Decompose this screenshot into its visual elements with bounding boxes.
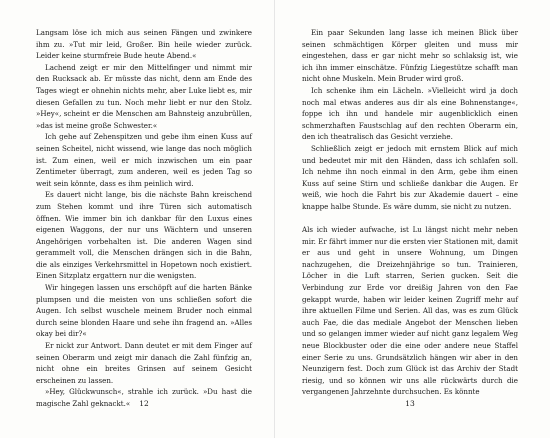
paragraph: Langsam löse ich mich aus seinen Fängen und zwinkere ihm zu. »Tut mir leid, Großer. Bin heile wieder zurück. Leider keine sturmfreie Bude heute Abend.« [36,28,252,61]
paragraph: Ein paar Sekunden lang lasse ich meinen Blick über seinen schmächtigen Körper gleiten und muss mir eingestehen, dass er gar nicht mehr so schlaksig ist, wie ich ihn immer einschätze. Fünfzig Liegestütze schafft man nicht ohne Muskeln. Mein Bruder wird groß. [302,28,518,84]
left-page-text [36,27,252,410]
right-page [275,0,550,438]
paragraph: Lachend zeigt er mir den Mittelfinger und nimmt mir den Rucksack ab. Er müsste das nicht, denn am Ende des Tages wiegt er ohnehin nichts mehr, aber Luke liebt es, mir diesen Gefallen zu tun. Noch mehr liebt er nur den Stolz. »Hey«, scheint er die Menschen am Bahnsteig anzubrüllen, »das ist meine große Schwester.« [36,62,252,130]
paragraph: Wir hingegen lassen uns erschöpft auf die harten Bänke plumpsen und die meisten von uns schließen sofort die Augen. Ich selbst wuschele meinem Bruder noch einmal durch seine blonden Haare und sehe ihn fragend an. »Alles okay bei dir?« [36,283,252,339]
paragraph: »Hey, Glückwunsch«, strahle ich zurück. »Du hast die magische Zahl geknackt.« [36,387,252,408]
paragraph: Er nickt zur Antwort. Dann deutet er mit dem Finger auf seinen Oberarm und zeigt mir danach die Zahl fünfzig an, nicht ohne ein breites Grinsen auf seinem Gesicht erscheinen zu lassen. [36,341,252,385]
right-page-text [302,27,518,398]
paragraph: Es dauert nicht lange, bis die nächste Bahn kreischend zum Stehen kommt und ihre Türen sich automatisch öffnen. Wie immer bin ich dankbar für den Luxus eines eigenen Waggons, der nur uns Wächtern und unseren Angehörigen vorbehalten ist. Die anderen Wagen sind gerammelt voll, die Menschen drängen sich in die Bahn, die als einziges Verkehrsmittel in Hopetown noch existiert. Einen Sitzplatz ergattern nur die wenigsten. [36,190,252,281]
paragraph: Ich schenke ihm ein Lächeln. »Vielleicht wird ja doch noch mal etwas anderes aus dir als eine Bohnenstange«, foppe ich ihn und handele mir augenblicklich einen schmerzhaften Faustschlag auf den rechten Oberarm ein, den ich theatralisch das Gesicht verziehe. [302,85,518,142]
page-number-left: 12 [139,399,149,408]
paragraph: Schließlich zeigt er jedoch mit ernstem Blick auf mich und bedeutet mir mit den Händen, dass ich schlafen soll. Ich nehme ihn noch einmal in den Arm, gebe ihm einen Kuss auf seine Stirn und schließe dankbar die Augen. Er weiß, wie hoch die Fahrt bis zur Akademie dauert – eine knappe halbe Stunde. Es wäre dumm, sie nicht zu nutzen. [302,143,518,211]
paragraph: Ich gehe auf Zehenspitzen und gebe ihm einen Kuss auf seinen Scheitel, nicht wissend, wie lange das noch möglich ist. Zum einen, weil er mich inzwischen um ein paar Zentimeter überragt, zum anderen, weil es jeden Tag so weit sein könnte, dass es ihm peinlich wird. [36,132,252,188]
paragraph: Als ich wieder aufwache, ist Lu längst nicht mehr neben mir. Er fährt immer nur die ersten vier Stationen mit, damit er aus und geht in unsere Wohnung, um Dingen nachzugehen, die Dreizehnjährige so tun. Trainieren, Löcher in die Luft starren, Serien gucken. Seit die Verbindung zur Erde vor dreißig Jahren von den Fae gekappt wurde, haben wir leider keinen Zugriff mehr auf ihre aktuellen Filme und Serien. All das, was es zum Glück auch Fae, die das mediale Angebot der Menschen lieben und so gelangen immer wieder auf nicht ganz legalem Weg neue Blockbuster oder die eine oder andere neue Staffel einer Serie zu uns. Grundsätzlich hängen wir aber in den Neunzigern fest. Doch zum Glück ist das Archiv der Stadt riesig, und so können wir uns alle rückwärts durch die vergangenen Jahrzehnte durchsuchen. Es könnte [302,225,518,397]
page-number-right: 13 [405,399,415,408]
